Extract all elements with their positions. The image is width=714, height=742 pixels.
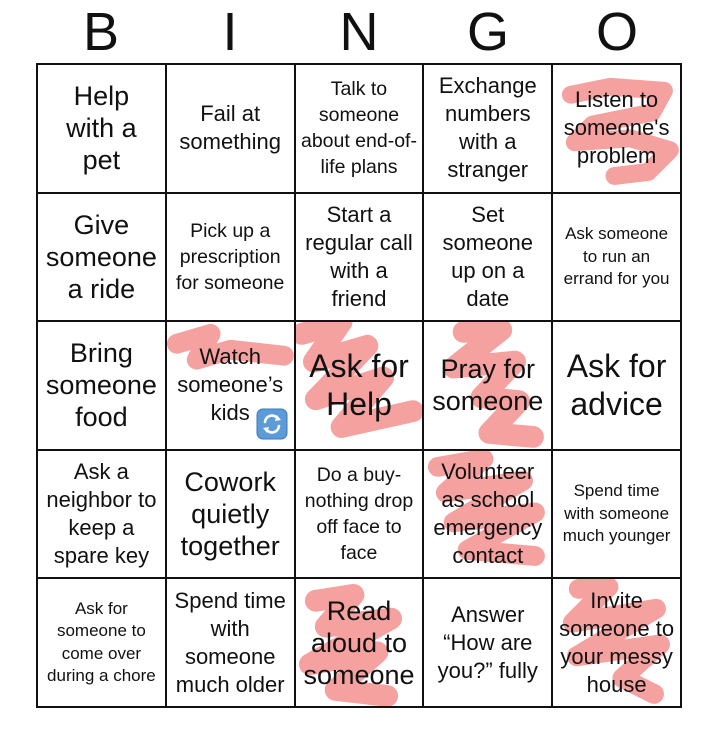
bingo-cell-ask-advice[interactable] [553,322,682,451]
cell-label: Bring someone food [45,338,157,433]
cell-label: Volunteer as school emergency contact [433,459,543,569]
bingo-cell-listen[interactable] [553,65,682,194]
bingo-cell-ask-errand[interactable] [553,194,682,323]
cell-label: Fail at something [179,101,281,155]
bingo-cell-end-of-life[interactable] [296,65,425,194]
cell-label: Cowork quietly together [180,467,280,562]
cell-label: Exchange numbers with a stranger [438,73,537,183]
cell-label: Ask for advice [566,348,667,423]
cell-label: Set someone up on a date [442,201,534,311]
cell-label: Watch someone’s kids [177,344,284,426]
bingo-grid [36,63,682,708]
bingo-cell-regular-call[interactable] [296,194,425,323]
bingo-letter-b: B [82,2,120,62]
bingo-cell-how-are-you[interactable] [424,579,553,708]
bingo-cell-bring-food[interactable] [38,322,167,451]
bingo-cell-older[interactable] [167,579,296,708]
cell-label: Ask a neighbor to keep a spare key [46,459,157,569]
cell-label: Ask for Help [309,348,409,423]
cell-label: Ask for someone to come over during a chore [47,598,156,686]
bingo-cell-school-contact[interactable] [424,451,553,580]
bingo-cell-younger[interactable] [553,451,682,580]
bingo-cell-pray[interactable] [424,322,553,451]
cell-label: Start a regular call with a friend [305,201,413,311]
bingo-cell-give-ride[interactable] [38,194,167,323]
bingo-cell-help-pet[interactable] [38,65,167,194]
bingo-cell-spare-key[interactable] [38,451,167,580]
cell-label: Answer “How are you?” fully [437,601,538,683]
cell-label: Pick up a prescription for someone [175,219,285,294]
cell-label: Talk to someone about end-of-life plans [300,78,417,179]
cell-label: Do a buy-nothing drop off face to face [304,464,414,565]
bingo-cell-read-aloud[interactable] [296,579,425,708]
refresh-icon [256,408,288,440]
bingo-cell-ask-help[interactable] [296,322,425,451]
bingo-cell-buy-nothing[interactable] [296,451,425,580]
bingo-cell-prescription[interactable] [167,194,296,323]
bingo-cell-chore[interactable] [38,579,167,708]
bingo-cell-set-up-date[interactable] [424,194,553,323]
bingo-cell-cowork[interactable] [167,451,296,580]
cell-label: Listen to someone's problem [563,87,670,169]
bingo-letter-n: N [339,2,379,62]
cell-label: Read aloud to someone [303,595,415,690]
cell-label: Pray for someone [432,354,544,417]
bingo-letter-i: I [222,2,238,62]
cell-label: Spend time with someone much older [174,587,286,697]
bingo-letter-o: O [595,2,638,62]
bingo-cell-fail[interactable] [167,65,296,194]
cell-label: Spend time with someone much younger [562,481,671,546]
cell-label: Give someone a ride [45,209,157,304]
cell-label: Help with a pet [66,81,137,176]
cell-label: Ask someone to run an errand for you [563,224,670,289]
bingo-cell-exchange-numbers[interactable] [424,65,553,194]
bingo-cell-messy-house[interactable] [553,579,682,708]
bingo-letter-g: G [466,2,509,62]
cell-label: Invite someone to your messy house [559,587,675,697]
